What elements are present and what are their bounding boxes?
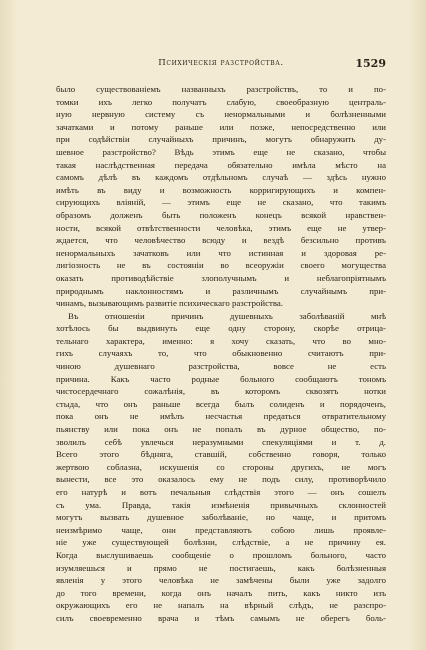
text-line: самомъ дѣлѣ въ каждомъ отдѣльномъ случаѣ — здѣсь нужно [56, 172, 386, 183]
text-line: силъ своевременно врача и тѣмъ самымъ не оберегъ боль- [56, 612, 386, 623]
text-line: могутъ вызвать душевное заболѣваніе, но чаще, и притомъ [56, 512, 386, 523]
text-line: до того времени, когда онъ началъ пить, какъ никто изъ [56, 587, 386, 598]
text-line: ности, всякой отвѣтственности человѣка, этимъ еще не утвер- [56, 222, 386, 233]
text-line: было существованіемъ названныхъ разстройствъ, то и по- [56, 84, 386, 94]
text-line: ждается, что человѣчество всюду и вездѣ безсильно противъ [56, 235, 386, 246]
text-line: съ ума. Правда, такія измѣненія привычныхъ склонностей [56, 499, 386, 510]
text-line: томки ихъ легко получатъ слабую, своеобразную централь- [56, 96, 386, 107]
text-line: изумляешься и прямо не постигаешь, какъ болѣзненныя [56, 562, 386, 573]
text-line: образомъ долженъ быть положенъ конецъ всякой нравствен- [56, 209, 386, 220]
text-line: жертвою соблазна, искушенія со стороны другихъ, не могъ [56, 461, 386, 472]
text-line: чинамъ, вызывающимъ развитіе психическаго разстройства. [56, 298, 283, 309]
text-line: имѣть въ виду и возможность корригирующихъ и компен- [56, 184, 386, 195]
text-line: при содѣйствіи случайныхъ причинъ, могутъ обнаружить ду- [56, 134, 386, 145]
text-line: тельнаго характера, именно: я хочу сказать, что во мно- [56, 335, 386, 346]
text-line: чиною душевнаго разстройства, вовсе не есть [56, 361, 386, 372]
text-line: оказать противодѣйствіе злополучнымъ и неблагопріятнымъ [56, 272, 386, 283]
text-line: сирующихъ вліяній, — этимъ еще не сказано, что такимъ [56, 197, 386, 208]
text-line: природнымъ наклонностямъ и различнымъ случайнымъ при- [56, 285, 386, 296]
text-line: пока онъ не имѣлъ несчастья предаться отвратительному [56, 411, 386, 422]
page-header [56, 58, 386, 72]
text-line: ніе уже существующей болѣзни, слѣдствіе, а не причину ея. [56, 537, 386, 548]
text-line: вынести, все это оказалось ему не подъ силу, противорѣчило [56, 474, 386, 485]
text-line: его натурѣ и вотъ печальныя слѣдствія этого — онъ сошелъ [56, 487, 386, 497]
text-line: чистосердечнаго сожалѣнія, въ которомъ сквозятъ нотки [56, 386, 386, 397]
text-line: окружающихъ его не напалъ на вѣрный слѣдъ, не разспро- [56, 600, 386, 611]
text-line: хотѣлось бы выдвинуть еще одну сторону, скорѣе отрица- [56, 323, 386, 334]
text-line: шевное разстройство? Вѣдь этимъ еще не сказано, чтобы [56, 146, 386, 157]
text-line: такая наслѣдственная передача обязательно имѣла мѣсто на [56, 159, 386, 170]
text-line: Въ отношеніи причинъ душевныхъ заболѣваній мнѣ [68, 310, 386, 321]
text-line: ную нервную систему съ ненормальными и болѣзненными [56, 109, 386, 120]
text-line: лигіозность не въ состояніи во всеоружіи своего могущества [56, 260, 386, 271]
body-text [56, 83, 386, 625]
text-line: Всего этого бѣдняга, ставшій, собственно говоря, только [56, 449, 386, 460]
text-line: зволилъ себѣ увлечься неразумными спекуляціями и т. д. [56, 436, 386, 447]
text-line: стыда, что онъ раньше всегда былъ солиденъ и порядоченъ, [56, 398, 386, 409]
text-line: причина. Какъ часто родные больного сообщаютъ тономъ [56, 373, 386, 384]
text-line: ненормальныхъ зачатковъ или что истинная и здоровая ре- [56, 247, 386, 258]
text-line: явленія у этого человѣка не замѣчены были уже задолго [56, 575, 386, 586]
text-line: пьянству или пока онъ не попалъ въ дурное общество, по- [56, 424, 386, 435]
text-line: Когда выслушиваешь сообщеніе о прошломъ больного, часто [56, 549, 386, 560]
page-number: 1529 [355, 57, 386, 70]
running-title: Психическія разстройства. [158, 58, 284, 68]
text-line: гихъ случаяхъ то, что обыкновенно считаютъ при- [56, 348, 386, 359]
text-line: зачатками и потому раньше или позже, непосредственно или [56, 121, 386, 132]
text-line: неизмѣримо чаще, они представляютъ собою лишь проявле- [56, 524, 386, 535]
